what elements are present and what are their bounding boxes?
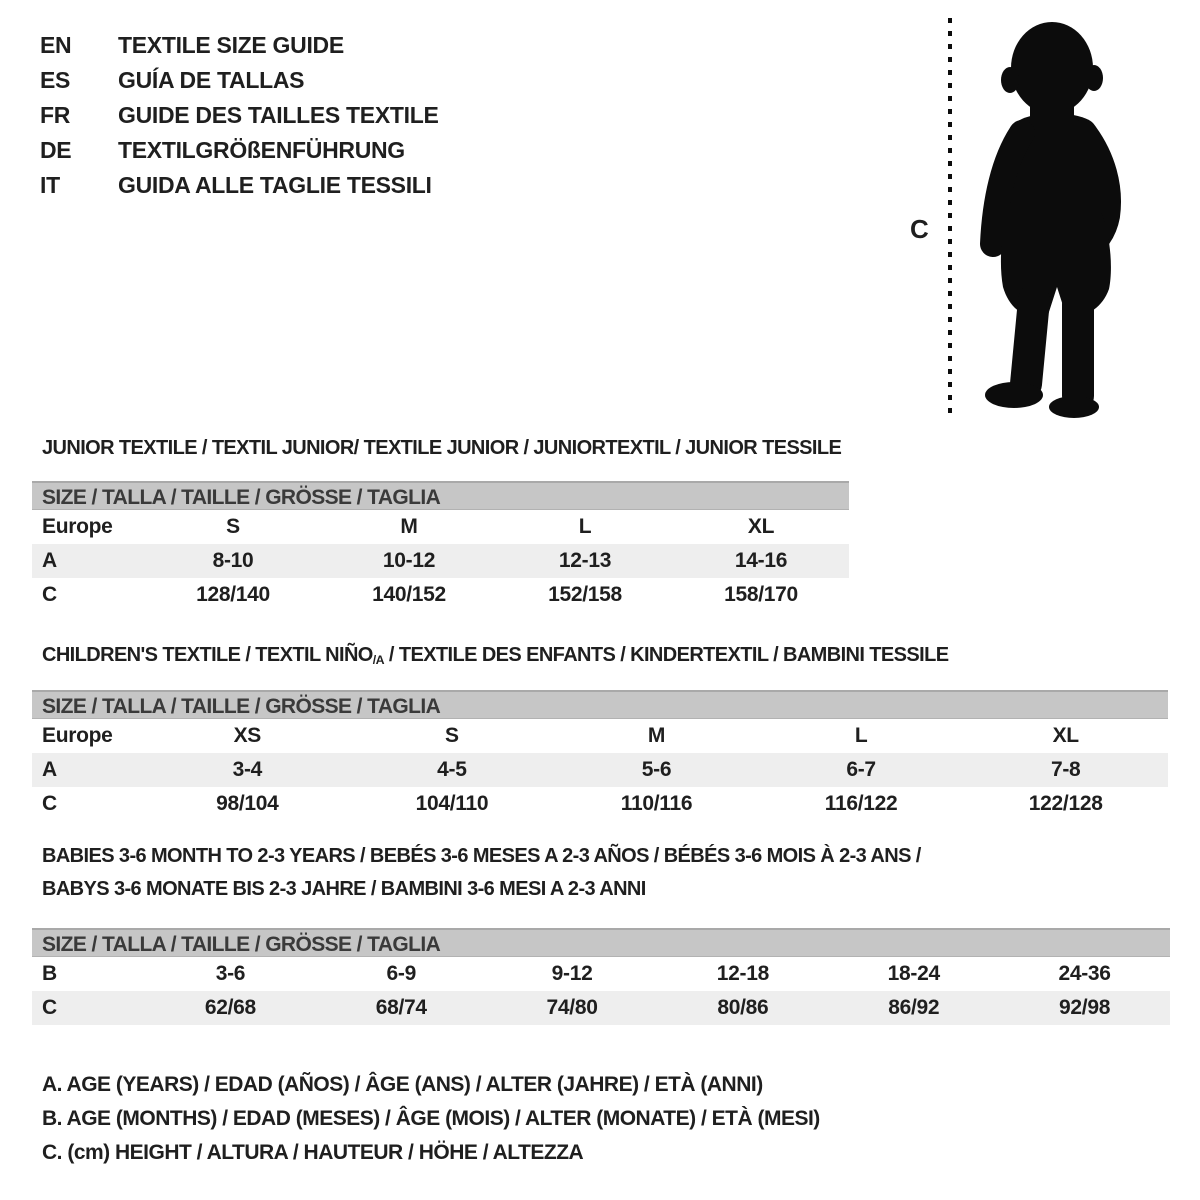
row-label: C [42,583,57,606]
cell-value: 98/104 [216,792,279,815]
language-row [40,28,439,63]
cell-value: 18-24 [887,962,940,985]
cell-value: 128/140 [196,583,270,606]
table-row [32,787,1168,821]
size-table-babies [32,928,1170,1025]
size-table-children [32,690,1168,821]
height-measure-dashed-line [948,18,952,415]
language-row [40,168,439,203]
row-label: C [42,996,57,1019]
cell-value: XL [1052,724,1079,747]
cell-value: 62/68 [204,996,256,1019]
table-row [32,719,1168,753]
language-code: FR [40,102,71,128]
cell-value: XS [233,724,261,747]
language-list [40,28,439,203]
language-code: ES [40,67,71,93]
cell-value: 4-5 [437,758,467,781]
cell-value: L [578,515,592,538]
row-label: B [42,962,57,985]
table-row [32,991,1170,1025]
section-heading-babies [42,840,921,906]
section-heading-line [42,840,921,873]
cell-value: S [445,724,459,747]
section-heading-line [42,639,948,674]
cell-value: 3-6 [215,962,246,985]
cell-value: XL [747,515,775,538]
row-label: A [42,549,57,572]
cell-value: 5-6 [641,758,672,781]
section-heading-children [42,639,948,674]
cell-value: 86/92 [888,996,940,1019]
size-header-bar: SIZE / TALLA / TAILLE / GRÖSSE / TAGLIA [32,481,849,510]
table-row [32,957,1170,991]
language-row [40,98,439,133]
section-heading-line [42,873,921,906]
table-row [32,753,1168,787]
legend-line: C. (cm) HEIGHT / ALTURA / HAUTEUR / HÖHE / ALTEZZA [42,1141,584,1164]
cell-value: 104/110 [415,792,489,815]
heading-text: BABIES 3-6 MONTH TO 2-3 YEARS / BEBÉS 3-6 MESES A 2-3 AÑOS / BÉBÉS 3-6 MOIS À 2-3 ANS / [42,845,921,867]
language-row [40,133,439,168]
language-title: TEXTILE SIZE GUIDE [118,32,344,58]
cell-value: 7-8 [1050,758,1081,781]
baby-silhouette [962,20,1140,420]
cell-value: L [854,724,868,747]
language-code: DE [40,137,72,163]
section-heading-line [42,432,841,465]
legend [42,1068,820,1170]
cell-value: S [226,515,240,538]
size-table-junior [32,481,849,612]
section-heading-junior [42,432,841,465]
cell-value: 92/98 [1059,996,1111,1019]
cell-value: 9-12 [551,962,593,985]
language-title: GUÍA DE TALLAS [118,67,305,93]
size-header-bar: SIZE / TALLA / TAILLE / GRÖSSE / TAGLIA [32,928,1170,957]
cell-value: 140/152 [372,583,446,606]
cell-value: 6-7 [846,758,876,781]
heading-text: / TEXTILE DES ENFANTS / KINDERTEXTIL / BAMBINI TESSILE [383,644,949,666]
cell-value: 10-12 [382,549,436,572]
legend-line: B. AGE (MONTHS) / EDAD (MESES) / ÂGE (MOIS) / ALTER (MONATE) / ETÀ (MESI) [42,1107,820,1130]
cell-value: 110/116 [620,792,693,815]
cell-value: M [647,724,666,747]
table-row [32,578,849,612]
table-row [32,544,849,578]
cell-value: 74/80 [546,996,598,1019]
size-header-bar: SIZE / TALLA / TAILLE / GRÖSSE / TAGLIA [32,690,1168,719]
height-label-c: C [910,214,929,244]
cell-value: 12-18 [716,962,770,985]
heading-subscript: /A [372,653,384,668]
cell-value: 116/122 [824,792,898,815]
cell-value: 14-16 [734,549,788,572]
cell-value: 12-13 [558,549,612,572]
heading-text: JUNIOR TEXTILE / TEXTIL JUNIOR/ TEXTILE JUNIOR / JUNIORTEXTIL / JUNIOR TESSILE [42,437,842,459]
language-title: GUIDA ALLE TAGLIE TESSILI [118,172,432,198]
cell-value: 158/170 [724,583,798,606]
legend-line: A. AGE (YEARS) / EDAD (AÑOS) / ÂGE (ANS) / ALTER (JAHRE) / ETÀ (ANNI) [42,1073,763,1096]
language-code: EN [40,32,72,58]
cell-value: 24-36 [1058,962,1111,985]
cell-value: 68/74 [375,996,427,1019]
heading-text: CHILDREN'S TEXTILE / TEXTIL NIÑO [42,644,373,666]
language-code: IT [40,172,60,198]
row-label: C [42,792,57,815]
cell-value: 6-9 [386,962,416,985]
language-title: TEXTILGRÖßENFÜHRUNG [118,137,405,163]
cell-value: 3-4 [232,758,263,781]
row-label: Europe [42,724,113,747]
language-title: GUIDE DES TAILLES TEXTILE [118,102,439,128]
cell-value: 8-10 [212,549,254,572]
cell-value: 80/86 [717,996,769,1019]
cell-value: 122/128 [1028,792,1103,815]
cell-value: M [400,515,418,538]
language-row [40,63,439,98]
row-label: A [42,758,57,781]
cell-value: 152/158 [548,583,622,606]
heading-text: BABYS 3-6 MONATE BIS 2-3 JAHRE / BAMBINI 3-6 MESI A 2-3 ANNI [42,878,646,900]
table-row [32,510,849,544]
row-label: Europe [42,515,113,538]
